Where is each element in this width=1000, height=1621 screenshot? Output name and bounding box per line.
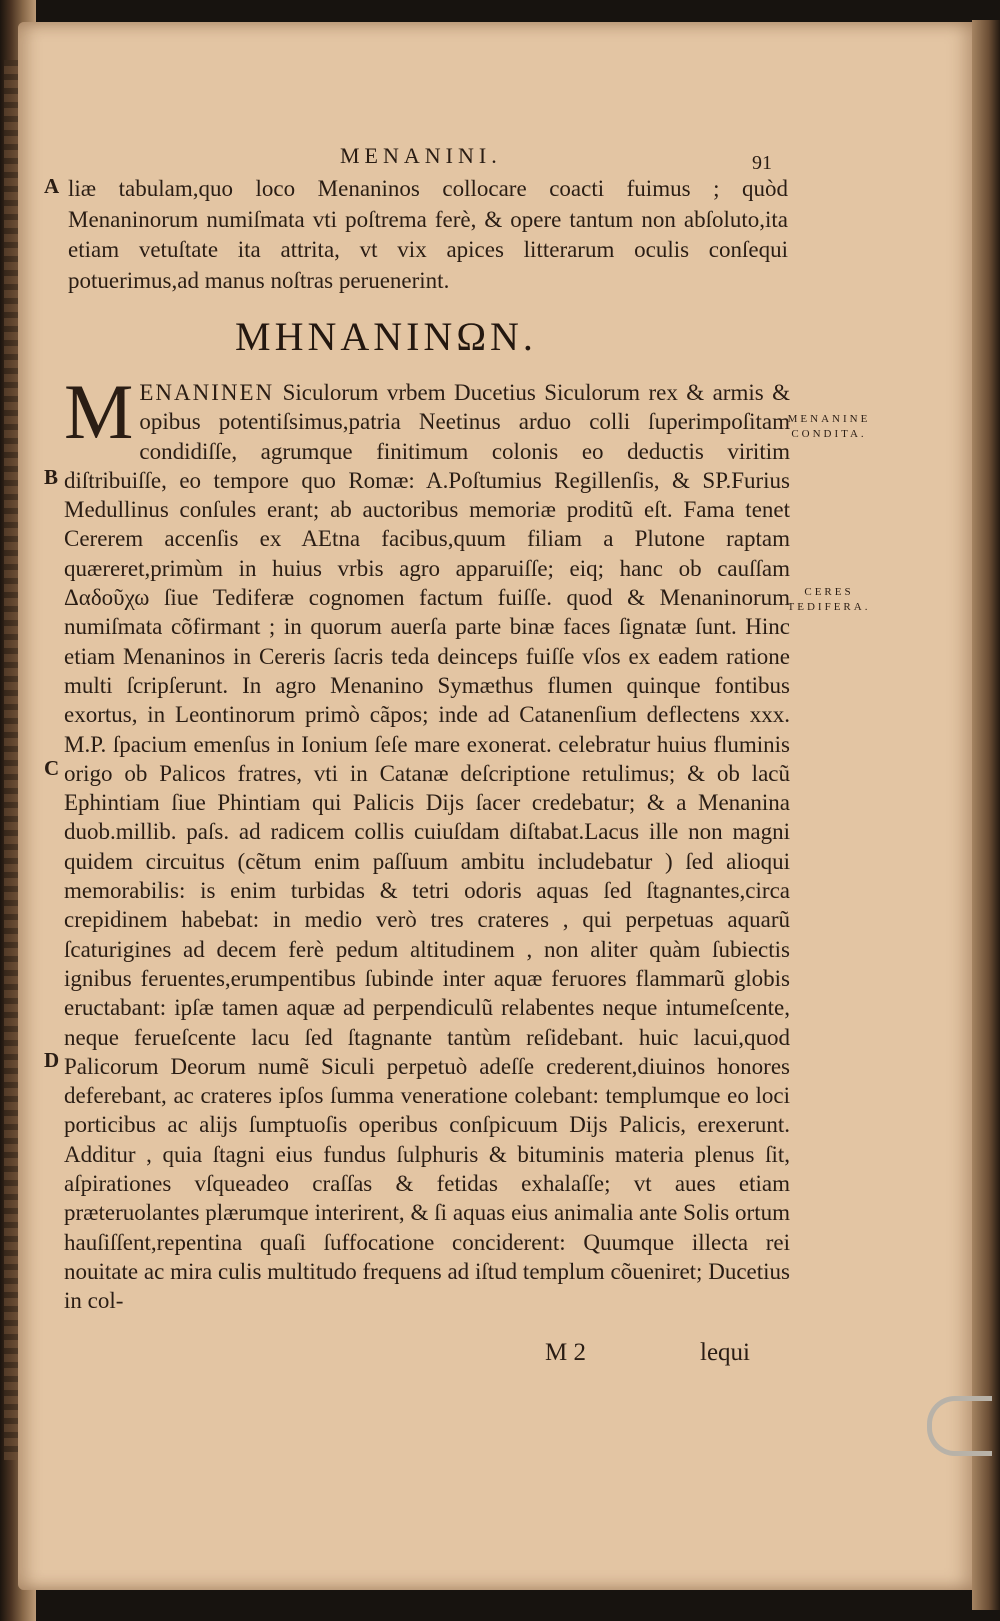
- running-title: MENANINI.: [340, 143, 502, 168]
- margin-note-ceres: CERES TEDIFERA.: [787, 586, 871, 613]
- body-text: [64, 368, 790, 1316]
- margin-letter-a: A: [44, 174, 60, 198]
- margin-letter-c: C: [44, 756, 60, 780]
- page-number: 91: [752, 152, 772, 174]
- page-edge: [972, 20, 1000, 1610]
- drop-cap: M: [64, 368, 134, 455]
- signature-mark: M 2: [545, 1339, 586, 1366]
- section-title: ΜΗΝΑΝΙΝΩΝ.: [235, 314, 537, 359]
- margin-letter-d: D: [44, 1048, 60, 1072]
- first-word: ENANINEN: [139, 380, 275, 405]
- margin-letter-b: B: [44, 465, 59, 489]
- catchword: lequi: [700, 1339, 750, 1366]
- page-clip: [927, 1396, 992, 1456]
- body-paragraph: Siculorum vrbem Ducetius Siculorum rex & armis & opibus potentiſsimus,patria Neetinus arduo colli ſuperimpoſitam condidiſſe, agrumque finitimum colonis eo deductis viritim diſtribuiſſe, eo tempore quo Romæ: A.Poſtumius Regillenſis, & SP.Furius Medullinus conſules erant; ab auctoribus memoriæ proditũ eſt. Fama tenet Cererem accenſis ex AEtna facibus,quum filiam a Plutone raptam quæreret,primùm in huius vrbis agro apparuiſſe; eiq; hanc ob cauſſam Δαδοῦχω ſiue Tediferæ cognomen factum fuiſſe. quod & Menaninorum numiſmata cõfirmant ; in quorum auerſa parte binæ faces ſignatæ ſunt. Hinc etiam Menaninos in Cereris ſacris teda deinceps fuiſſe vſos ex eadem ratione multi ſcripſerunt. In agro Menanino Symæthus flumen quinque fontibus exortus, in Leontinorum primò cãpos; inde ad Catanenſium deflectens xxx. M.P. ſpacium emenſus in Ionium ſeſe mare exonerat. celebratur huius fluminis origo ob Palicos fratres, vti in Catanæ deſcriptione retulimus; & ob lacũ Ephintiam ſiue Phintiam qui Palicis Dijs ſacer credebatur; & a Menanina duob.millib. paſs. ad radicem collis cuiuſdam diſtabat.Lacus ille non magni quidem circuitus (cẽtum enim paſſuum ambitu includebatur ) ſed alioqui memorabilis: is enim turbidas & tetri odoris aquas ſed ſtagnantes,circa crepidinem habebat: in medio verò tres crateres , qui perpetuas aquarũ ſcaturigines ad decem ferè pedum altitudinem , non aliter quàm ſubiectis ignibus feruentes,erumpentibus ſubinde inter aquæ feruores flammarũ globis eructabant: ipſæ tamen aquæ ad perpendiculũ relabentes neque intumeſcente, neque ferueſcente lacu ſed ſtagnante tantùm reſidebant. huic lacui,quod Palicorum Deorum numẽ Siculi perpetuò adeſſe crederent,diuinos honores deferebant, ac crateres ipſos ſumma veneratione colebant: templumque eo loci porticibus ac alijs ſumptuoſis operibus conſpicuum Dijs Palicis, erexerunt. Additur , quia ſtagni eius fundus ſulphuris & bituminis materia plenus ſit, aſpirationes vſqueadeo craſſas & fetidas exhalaſſe; vt aues etiam præteruolantes plærumque interirent, & ſi aquas eius animalia ante Solis ortum hauſiſſent,repentina quaſi ſuffocatione conciderent: Quumque illecta rei nouitate ac mira culis multitudo frequens ad iſtud templum cõueniret; Ducetius in col-: [64, 380, 790, 1314]
- intro-paragraph: liæ tabulam,quo loco Menaninos collocare coacti fuimus ; quòd Menaninorum numiſmata vti poſtrema ferè, & opere tantum non abſoluto,ita etiam vetuſtate ita attrita, vt vix apices litterarum oculis conſequi potuerimus,ad manus noſtras peruenerint.: [68, 176, 788, 293]
- margin-note-menanine: MENANINE CONDITA.: [787, 413, 871, 440]
